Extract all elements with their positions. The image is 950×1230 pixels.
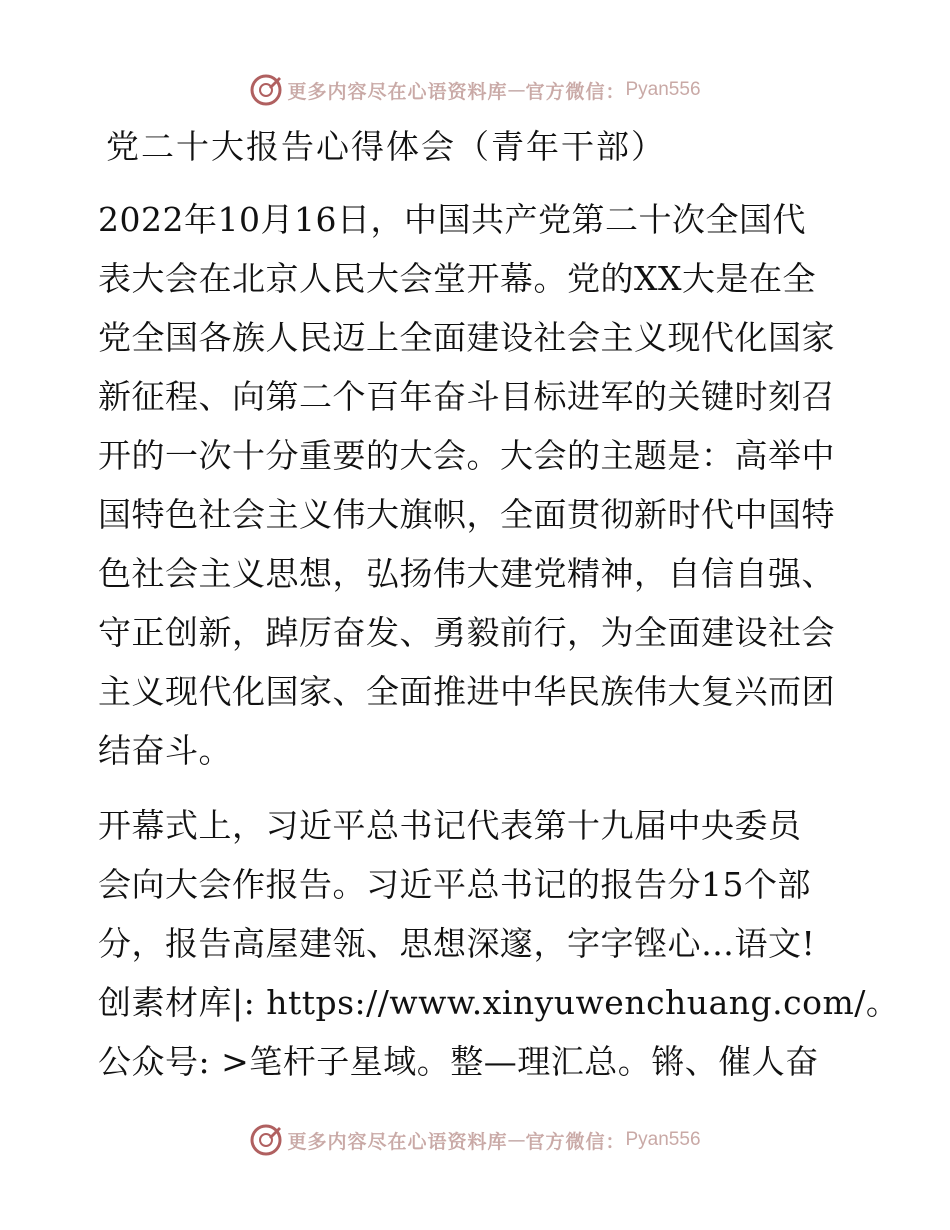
- paragraph-line: 开幕式上，习近平总书记代表第十九届中央委员: [98, 806, 802, 845]
- paragraph-line: 创素材库|: https://www.xinyuwenchuang.com/。: [98, 983, 900, 1022]
- paragraph-1: [98, 190, 858, 780]
- paragraph-line: 分，报告高屋建瓴、思想深邃，字字铿心…语文!: [98, 924, 816, 963]
- banner-main-text: 更多内容尽在心语资料库: [287, 80, 508, 103]
- banner-wechat-id: Pyan556: [625, 79, 701, 100]
- paragraph-line: 开的一次十分重要的大会。大会的主题是：高举中: [98, 436, 835, 475]
- document-title: 党二十大报告心得体会（青年干部）: [106, 127, 666, 166]
- banner-official-label: 官方微信：: [525, 80, 626, 103]
- pen-logo-icon: [249, 73, 283, 107]
- paragraph-2: [98, 796, 900, 1091]
- footer-banner: [0, 1120, 950, 1160]
- paragraph-line: 表大会在北京人民大会堂开幕。党的XX大是在全: [98, 259, 816, 298]
- pen-logo-icon: [249, 1123, 283, 1157]
- paragraph-line: 结奋斗。: [98, 731, 232, 770]
- banner-main-text: 更多内容尽在心语资料库: [287, 1130, 508, 1153]
- paragraph-line: 新征程、向第二个百年奋斗目标进军的关键时刻召: [98, 377, 835, 416]
- paragraph-line: 会向大会作报告。习近平总书记的报告分15个部: [98, 865, 811, 904]
- paragraph-line: 色社会主义思想，弘扬伟大建党精神，自信自强、: [98, 554, 835, 593]
- paragraph-line: 党全国各族人民迈上全面建设社会主义现代化国家: [98, 318, 835, 357]
- banner-separator: —: [507, 1129, 526, 1151]
- header-banner: [0, 70, 950, 110]
- banner-separator: —: [507, 79, 526, 101]
- banner-wechat-id: Pyan556: [625, 1129, 701, 1150]
- paragraph-line: 守正创新，踔厉奋发、勇毅前行，为全面建设社会: [98, 613, 835, 652]
- paragraph-line: 2022年10月16日，中国共产党第二十次全国代: [98, 200, 806, 239]
- paragraph-line: 主义现代化国家、全面推进中华民族伟大复兴而团: [98, 672, 835, 711]
- banner-official-label: 官方微信：: [525, 1130, 626, 1153]
- paragraph-line: 国特色社会主义伟大旗帜，全面贯彻新时代中国特: [98, 495, 835, 534]
- paragraph-line: 公众号: >笔杆子星域。整—理汇总。锵、催人奋: [98, 1042, 819, 1081]
